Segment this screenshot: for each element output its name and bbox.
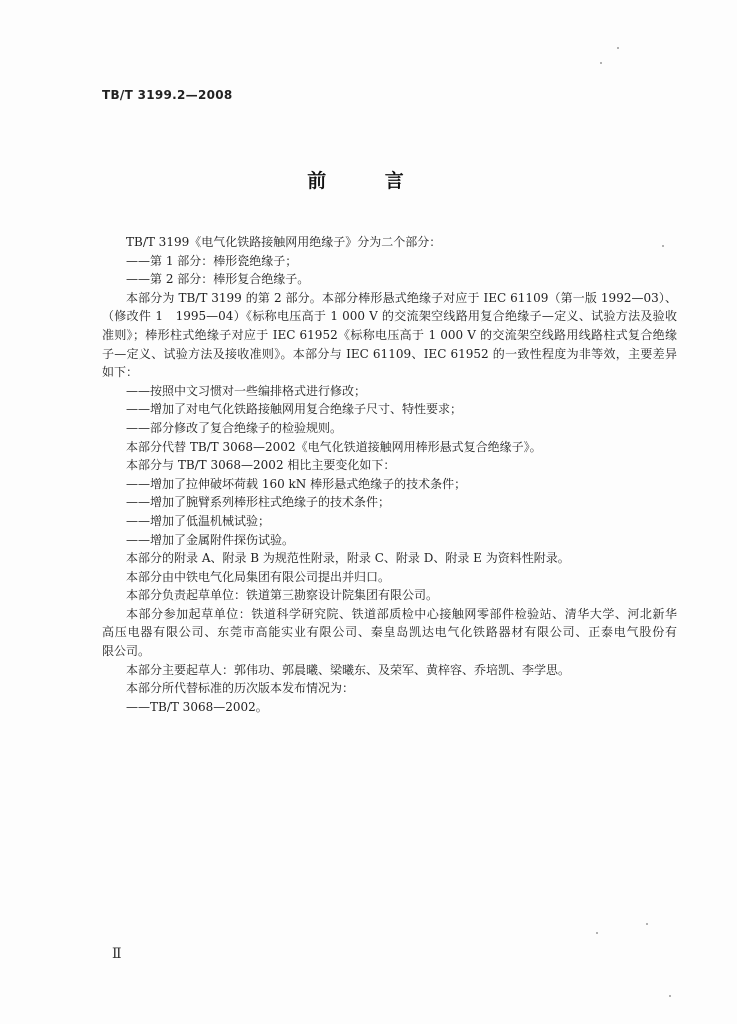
body-line: ——增加了金属附件探伤试验。 [126,532,295,547]
body-line: ——TB/T 3068—2002。 [126,699,268,714]
body-line: ——增加了腕臂系列棒形柱式绝缘子的技术条件； [126,495,391,510]
body-line: 本部分的附录 A、附录 B 为规范性附录，附录 C、附录 D、附录 E 为资料性附录。 [126,551,570,566]
body-line: 高压电器有限公司、东莞市高能实业有限公司、秦皇岛凯达电气化铁路器材有限公司、正泰电气股份有 [102,625,677,640]
body-line: 本部分负责起草单位：铁道第三勘察设计院集团有限公司。 [126,588,439,603]
scan-speck [617,47,619,49]
body-line: 本部分代替 TB/T 3068—2002《电气化铁道接触网用棒形悬式复合绝缘子》。 [126,439,542,454]
page-number: Ⅱ [112,946,122,962]
body-line: 本部分主要起草人：郭伟功、郭晨曦、梁曦东、及荣军、黄梓容、乔培凯、李学思。 [126,662,571,677]
page-title: 前 言 [307,170,430,192]
body-line: 本部分与 TB/T 3068—2002 相比主要变化如下： [126,458,396,473]
body-line: ——增加了拉伸破坏荷载 160 kN 棒形悬式绝缘子的技术条件； [126,476,467,491]
scan-speck [662,245,664,247]
scan-speck [596,932,598,934]
foreword-body [102,233,677,716]
body-line: （修改件 1 1995—04）《标称电压高于 1 000 V 的交流架空线路用复合绝缘子—定义、试验方法及验收 [102,309,677,324]
body-line: ——第 2 部分：棒形复合绝缘子。 [126,272,310,287]
scan-speck [600,62,602,64]
body-line: ——增加了对电气化铁路接触网用复合绝缘子尺寸、特性要求； [126,402,463,417]
body-line: ——增加了低温机械试验； [126,513,271,528]
scan-speck [646,923,648,925]
body-line: 准则》；棒形柱式绝缘子对应于 IEC 61952《标称电压高于 1 000 V 的交流架空线路用线路柱式复合绝缘 [102,327,677,342]
body-line: 子—定义、试验方法及接收准则》。本部分与 IEC 61109、IEC 61952 的一致性程度为非等效，主要差异 [102,346,677,361]
body-line: ——部分修改了复合绝缘子的检验规则。 [126,420,343,435]
body-line: 本部分由中铁电气化局集团有限公司提出并归口。 [126,569,391,584]
body-line: 限公司。 [102,644,151,659]
body-line: 本部分为 TB/T 3199 的第 2 部分。本部分棒形悬式绝缘子对应于 IEC 61109（第一版 1992—03）、 [126,290,677,305]
body-line: ——按照中文习惯对一些编排格式进行修改； [126,383,367,398]
scan-speck [669,995,671,997]
body-line: 本部分所代替标准的历次版本发布情况为： [126,681,355,696]
body-line: 如下： [102,365,139,380]
standard-code-header: TB/T 3199.2—2008 [102,88,233,102]
body-line: TB/T 3199《电气化铁路接触网用绝缘子》分为二个部分： [126,235,442,249]
body-line: ——第 1 部分：棒形瓷绝缘子； [126,253,298,268]
body-line: 本部分参加起草单位：铁道科学研究院、铁道部质检中心接触网零部件检验站、清华大学、河北新华 [126,606,677,621]
